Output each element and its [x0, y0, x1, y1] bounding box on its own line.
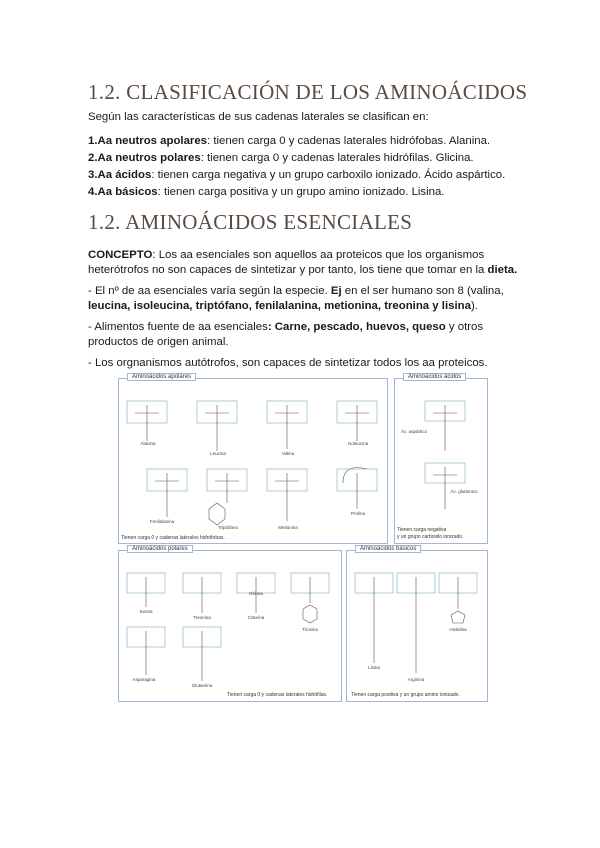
- section-title-clasificacion: 1.2. CLASIFICACIÓN DE LOS AMINOÁCIDOS: [88, 80, 528, 104]
- polar-structures: [125, 563, 335, 687]
- aa-label: Arginina: [407, 677, 425, 682]
- panel-apolares: [118, 374, 388, 544]
- list-item: 3.Aa ácidos: tienen carga negativa y un grupo carboxilo ionizado. Ácido aspártico.: [88, 169, 506, 181]
- panel-note: Tienen carga 0 y cadenas laterales hidrófilas.: [227, 692, 328, 698]
- panel-note: Tienen carga positiva y un grupo amino ionizado.: [351, 692, 460, 698]
- panel-title: Aminoácidos básicos: [355, 545, 421, 553]
- aa-label: Triptófano: [217, 525, 239, 530]
- aminoacid-figure: [118, 372, 488, 706]
- apolar-structures: [125, 391, 381, 531]
- concepto-paragraph: CONCEPTO: Los aa esenciales son aquellos aa proteicos que los organismos: [88, 249, 485, 261]
- section-title-esenciales: 1.2. AMINOÁCIDOS ESENCIALES: [88, 210, 413, 234]
- aa-label: Serina: [139, 609, 153, 614]
- aa-label: Cisteína: [247, 615, 265, 620]
- bullet-numero-esenciales: - El nº de aa esenciales varía según la especie. Ej en el ser humano son 8 (valina,: [88, 285, 504, 297]
- aa-label: Glutamina: [191, 683, 213, 688]
- bullet-alimentos-line2: productos de origen animal.: [88, 336, 229, 348]
- concepto-paragraph-line2: heterótrofos no son capaces de sintetizar y por tanto, los tiene que tomar en la dieta.: [88, 264, 518, 276]
- panel-acidos: [394, 374, 488, 544]
- aa-label: Alanina: [140, 441, 156, 446]
- aa-label: Ác. glutámico: [450, 489, 478, 494]
- panel-polares: [118, 546, 342, 702]
- aa-label: Valina: [281, 451, 295, 456]
- aa-label: Leucina: [210, 451, 226, 456]
- bullet-autotrofos: - Los orgnanismos autótrofos, son capaces de sintetizar todos los aa proteicos.: [88, 357, 488, 369]
- panel-note: y un grupo carboxilo ionizado.: [397, 534, 464, 540]
- list-item: 4.Aa básicos: tienen carga positiva y un grupo amino ionizado. Lisina.: [88, 186, 445, 198]
- aa-label: Lisina: [368, 665, 380, 670]
- section-intro: Según las características de sus cadenas laterales se clasifican en:: [88, 111, 429, 123]
- aa-label: Prolina: [350, 511, 365, 516]
- aa-label: Fenilalanina: [149, 519, 175, 524]
- list-item: 1.Aa neutros apolares: tienen carga 0 y cadenas laterales hidrófobas. Alanina.: [88, 135, 491, 147]
- aa-label: Ác. aspártico: [400, 429, 427, 434]
- aa-label: Asparagina: [132, 677, 156, 682]
- aa-label: Glicina: [249, 591, 263, 596]
- panel-title: Aminoácidos polares: [127, 545, 193, 553]
- aa-label: Metionina: [278, 525, 298, 530]
- panel-title: Aminoácidos apolares: [127, 373, 196, 381]
- bullet-alimentos: - Alimentos fuente de aa esenciales: Carne, pescado, huevos, queso y otros: [88, 321, 484, 333]
- aa-label: Treonina: [193, 615, 211, 620]
- aa-label: Isoleucina: [347, 441, 369, 446]
- panel-note: Tienen carga negativa: [397, 527, 447, 533]
- panel-basicos: [346, 546, 488, 702]
- panel-note: Tienen carga 0 y cadenas laterales hidrófobas.: [121, 535, 225, 541]
- panel-title: Aminoácidos ácidos: [403, 373, 466, 381]
- aa-label: Tirosina: [302, 627, 318, 632]
- aa-label: Histidina: [449, 627, 467, 632]
- list-item: 2.Aa neutros polares: tienen carga 0 y cadenas laterales hidrófilas. Glicina.: [88, 152, 474, 164]
- bullet-numero-esenciales-line2: leucina, isoleucina, triptófano, fenilalanina, metionina, treonina y lisina).: [88, 300, 478, 312]
